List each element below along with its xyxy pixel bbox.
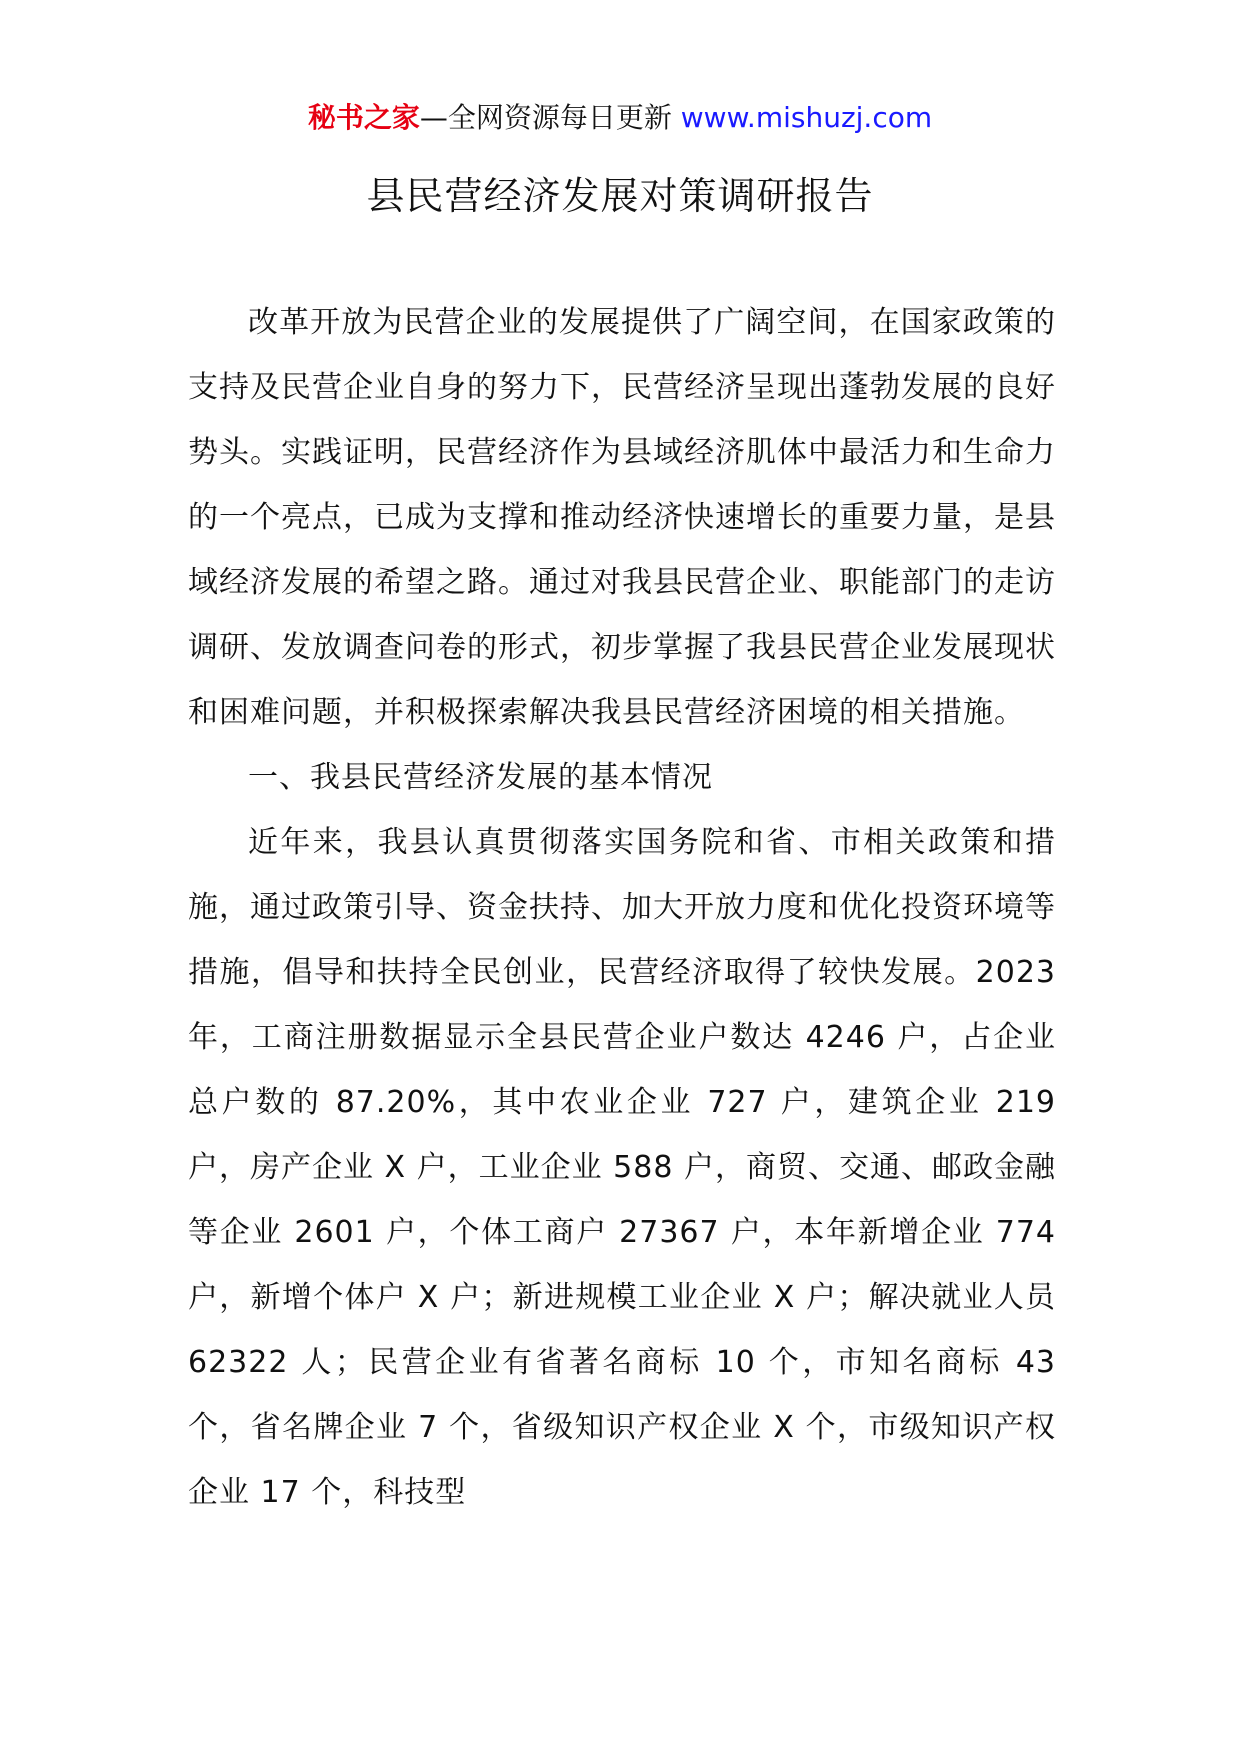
body-paragraph: 近年来，我县认真贯彻落实国务院和省、市相关政策和措施，通过政策引导、资金扶持、加大开放力度和优化投资环境等措施，倡导和扶持全民创业，民营经济取得了较快发展。2023 年，工商注册数据显示全县民营企业户数达 4246 户，占企业总户数的 87.20%，其中农业企业 727 户，建筑企业 219 户，房产企业 X 户，工业企业 588 户，商贸、交通、邮政金融等企业 2601 户，个体工商户 27367 户，本年新增企业 774 户，新增个体户 X 户；新进规模工业企业 X 户；解决就业人员 62322 人；民营企业有省著名商标 10 个，市知名商标 43 个，省名牌企业 7 个，省级知识产权企业 X 个，市级知识产权企业 17 个，科技型 <box>188 825 1056 1510</box>
document-title: 县民营经济发展对策调研报告 <box>366 174 874 218</box>
intro-paragraph: 改革开放为民营企业的发展提供了广阔空间，在国家政策的支持及民营企业自身的努力下，民营经济呈现出蓬勃发展的良好势头。实践证明，民营经济作为县域经济肌体中最活力和生命力的一个亮点，已成为支撑和推动经济快速增长的重要力量，是县域经济发展的希望之路。通过对我县民营企业、职能部门的走访调研、发放调查问卷的形式，初步掌握了我县民营企业发展现状和困难问题，并积极探索解决我县民营经济困境的相关措施。 <box>188 305 1056 730</box>
site-header <box>0 98 1240 138</box>
document-body <box>188 290 1056 1525</box>
site-url-link[interactable]: www.mishuzj.com <box>680 101 933 134</box>
header-tagline: —全网资源每日更新 <box>419 101 681 134</box>
section-heading: 一、我县民营经济发展的基本情况 <box>248 760 713 795</box>
brand-name: 秘书之家 <box>307 101 420 134</box>
